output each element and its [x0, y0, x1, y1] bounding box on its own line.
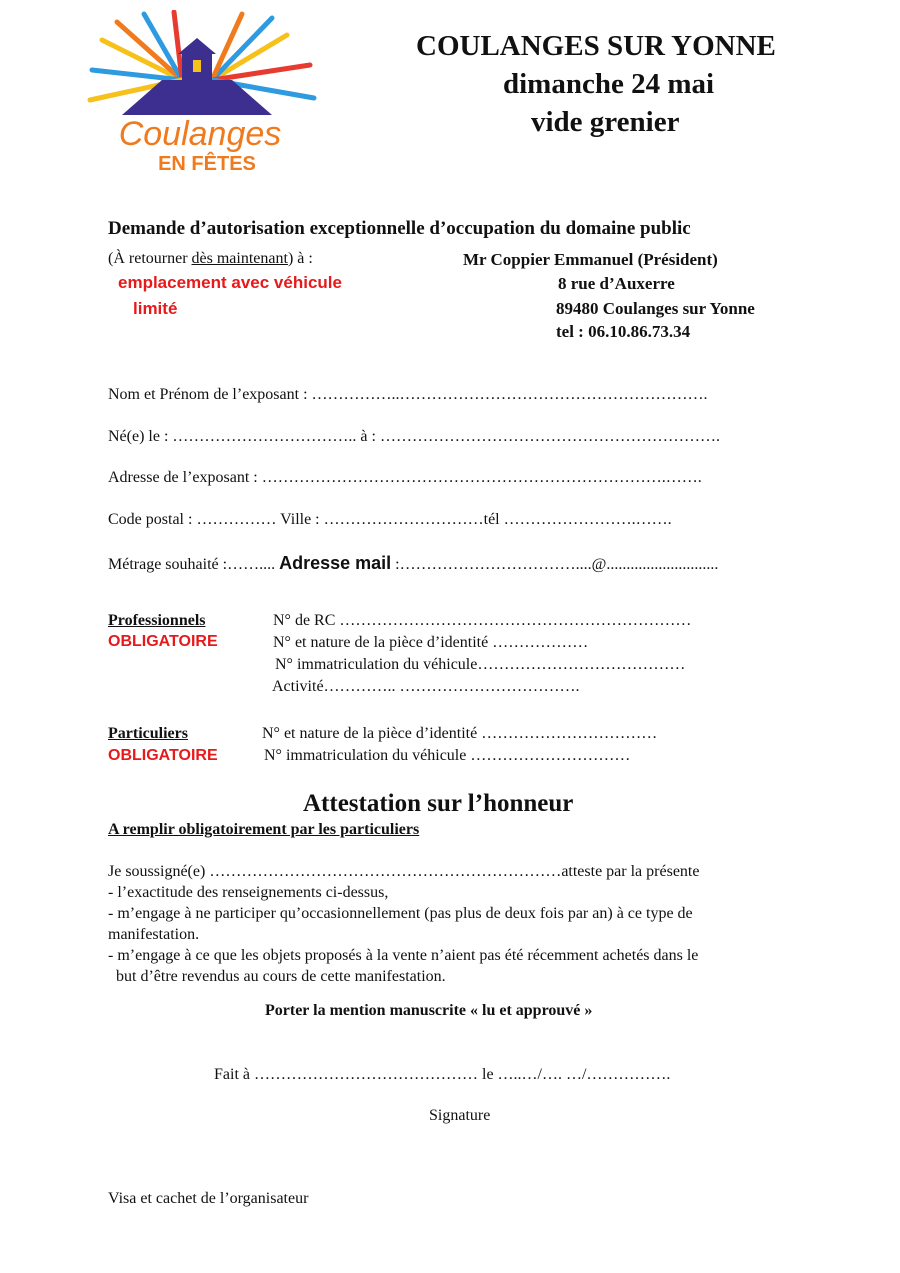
logo-graphic [82, 10, 322, 180]
attestation-title: Attestation sur l’honneur [303, 790, 574, 817]
coulanges-en-fetes-logo [82, 10, 322, 180]
return-suffix: ) à : [287, 250, 313, 267]
attestation-line5: - m’engage à ce que les objets proposés à la vente n’aient pas été récemment achetés dans le [108, 947, 699, 964]
pro-activity[interactable]: Activité………….. ……………………………. [272, 678, 580, 695]
part-label: Particuliers [108, 725, 188, 742]
pro-id[interactable]: N° et nature de la pièce d’identité ……………… [273, 634, 589, 651]
field-name[interactable]: Nom et Prénom de l’exposant : ……………..…………………………………………………. [108, 386, 708, 403]
header-event: vide grenier [531, 106, 680, 138]
logo-text-coulanges: Coulanges [118, 115, 282, 153]
mention: Porter la mention manuscrite « lu et approuvé » [265, 1002, 593, 1019]
red-note-line2: limité [133, 299, 178, 318]
addressee-name: Mr Coppier Emmanuel (Président) [463, 250, 718, 269]
attestation-line1[interactable]: Je soussigné(e) …………………………………………………………atteste par la présente [108, 863, 700, 880]
return-underlined: dès maintenant [191, 250, 288, 267]
attestation-subtitle: A remplir obligatoirement par les particuliers [108, 821, 420, 838]
part-required: OBLIGATOIRE [108, 747, 218, 764]
signature-label: Signature [429, 1107, 491, 1124]
attestation-line2: - l’exactitude des renseignements ci-dessus, [108, 884, 389, 901]
request-title: Demande d’autorisation exceptionnelle d’occupation du domaine public [108, 218, 691, 239]
addressee-city: 89480 Coulanges sur Yonne [556, 299, 755, 318]
pro-required: OBLIGATOIRE [108, 633, 218, 650]
attestation-line4: manifestation. [108, 926, 200, 943]
addressee-street: 8 rue d’Auxerre [558, 274, 675, 293]
pro-rc[interactable]: N° de RC ………………………………………………………… [273, 612, 692, 629]
pro-immat[interactable]: N° immatriculation du véhicule………………………………… [275, 656, 686, 673]
pro-label: Professionnels [108, 612, 206, 629]
part-immat[interactable]: N° immatriculation du véhicule ………………………… [264, 747, 631, 764]
header-date: dimanche 24 mai [503, 68, 715, 100]
header-town: COULANGES SUR YONNE [416, 30, 776, 62]
field-address[interactable]: Adresse de l’exposant : ………………………………………………………………….……. [108, 469, 702, 486]
part-id[interactable]: N° et nature de la pièce d’identité …………………………… [262, 725, 658, 742]
email-label: Adresse mail [279, 553, 392, 573]
red-note-line1: emplacement avec véhicule [118, 273, 342, 292]
fait-line[interactable]: Fait à …………………………………… le …..…/…. …/……………. [214, 1066, 671, 1083]
addressee-tel: tel : 06.10.86.73.34 [556, 322, 691, 341]
attestation-line6: but d’être revendus au cours de cette manifestation. [108, 968, 446, 985]
field-metrage-email[interactable] [108, 553, 718, 574]
field-birth[interactable]: Né(e) le : …………………………….. à : ………………………………………………………. [108, 428, 720, 445]
visa-label: Visa et cachet de l’organisateur [108, 1190, 309, 1207]
field-metrage[interactable]: Métrage souhaité :…….... [108, 556, 276, 573]
field-email[interactable]: :……………………………....@............................ [395, 556, 719, 573]
attestation-line3: - m’engage à ne participer qu’occasionnellement (pas plus de deux fois par an) à ce type de [108, 905, 693, 922]
logo-text-en-fetes: EN FÊTES [158, 153, 256, 175]
return-line [108, 250, 313, 268]
field-postal-city-tel[interactable]: Code postal : …………… Ville : …………………………tél …………………….……. [108, 511, 672, 528]
return-prefix: (À retourner [108, 250, 192, 267]
